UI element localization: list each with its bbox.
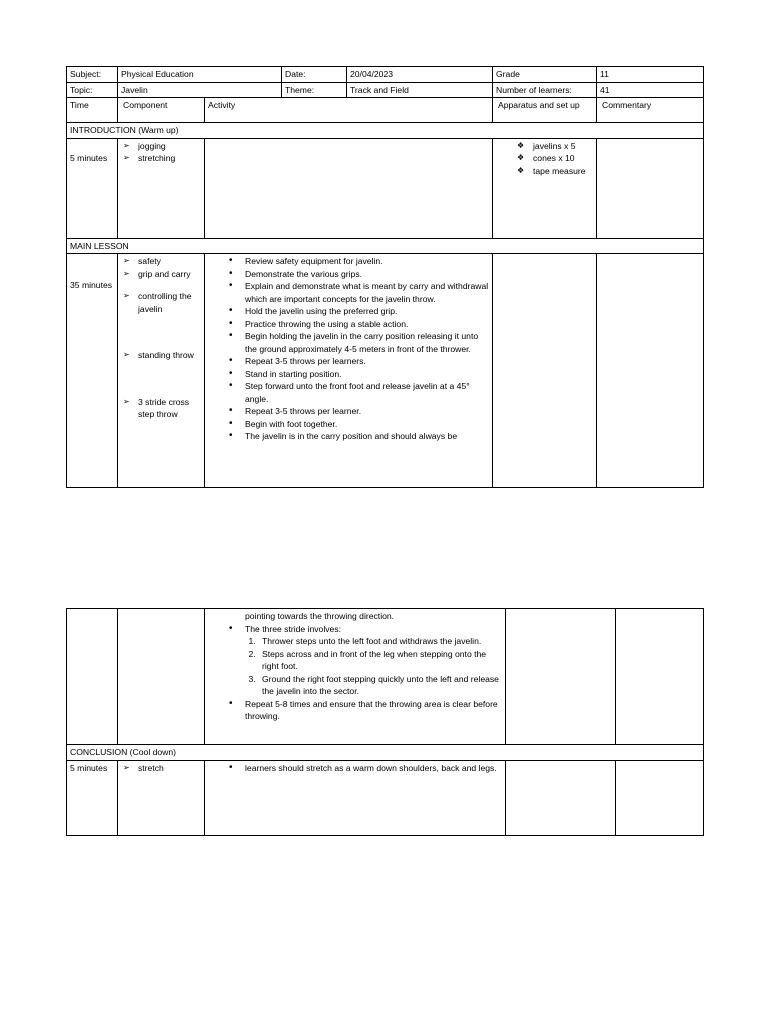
topic-value: Javelin: [118, 82, 282, 98]
activity-item: • The three stride involves:: [208, 623, 502, 636]
subject-value: Physical Education: [118, 67, 282, 83]
activity-item: • Repeat 3-5 throws per learner.: [208, 405, 489, 418]
component-item: ➢ jogging: [121, 140, 201, 153]
stride-step: 1. Thrower steps unto the left foot and withdraws the javelin.: [258, 635, 502, 648]
carry-over-text: pointing towards the throwing direction.: [245, 611, 395, 621]
grade-value: 11: [597, 67, 704, 83]
main-time: 35 minutes: [67, 254, 118, 488]
main-components: [118, 254, 205, 488]
activity-item: • Hold the javelin using the preferred grip.: [208, 305, 489, 318]
col-activity: Activity: [205, 98, 493, 123]
component-item: ➢ stretching: [121, 152, 201, 165]
main-row: [67, 254, 704, 488]
component-item: ➢ grip and carry: [121, 268, 201, 281]
main-activity: [205, 254, 493, 488]
main-commentary: [597, 254, 704, 488]
date-label: Date:: [282, 67, 347, 83]
cont-component: [118, 609, 205, 745]
lesson-plan-table: [66, 66, 704, 488]
stride-step: 3. Ground the right foot stepping quickly unto the left and release the javelin into the sector.: [258, 673, 502, 698]
intro-heading-row: [67, 123, 704, 139]
activity-item: • Demonstrate the various grips.: [208, 268, 489, 281]
component-item: ➢ standing throw: [121, 349, 201, 362]
apparatus-item: ❖ cones x 10: [496, 152, 593, 165]
grade-label: Grade: [493, 67, 597, 83]
cont-commentary: [616, 609, 704, 745]
activity-item: • Practice throwing the using a stable action.: [208, 318, 489, 331]
stride-step: 2. Steps across and in front of the leg when stepping onto the right foot.: [258, 648, 502, 673]
activity-item: • Repeat 5-8 times and ensure that the throwing area is clear before throwing.: [208, 698, 502, 723]
component-item: ➢ 3 stride cross step throw: [121, 396, 201, 421]
activity-item: • Explain and demonstrate what is meant by carry and withdrawal which are important concepts for the javelin throw.: [208, 280, 489, 305]
conclusion-row: [67, 760, 704, 835]
continuation-row: [67, 609, 704, 745]
learners-label: Number of learners:: [493, 82, 597, 98]
header-row-subject: [67, 67, 704, 83]
conclusion-component: [118, 760, 205, 835]
column-header-row: [67, 98, 704, 123]
component-item: ➢ controlling the javelin: [121, 290, 201, 315]
apparatus-item: ❖ javelins x 5: [496, 140, 593, 153]
theme-label: Theme:: [282, 82, 347, 98]
col-apparatus: Apparatus and set up: [493, 98, 597, 123]
stride-steps: [208, 635, 502, 698]
activity-item: • Repeat 3-5 throws per learners.: [208, 355, 489, 368]
cont-apparatus: [506, 609, 616, 745]
date-value: 20/04/2023: [347, 67, 493, 83]
activity-item: • Begin with foot together.: [208, 418, 489, 431]
lesson-plan-table-continued: [66, 608, 704, 836]
activity-item: • Begin holding the javelin in the carry position releasing it unto the ground approximately 4-5 meters in front of the thrower.: [208, 330, 489, 355]
col-commentary: Commentary: [597, 98, 704, 123]
main-heading-row: [67, 238, 704, 254]
conclusion-heading-row: [67, 745, 704, 761]
component-item: ➢ safety: [121, 255, 201, 268]
theme-value: Track and Field: [347, 82, 493, 98]
activity-item: • Review safety equipment for javelin.: [208, 255, 489, 268]
header-row-topic: [67, 82, 704, 98]
activity-item: • Step forward unto the front foot and release javelin at a 45° angle.: [208, 380, 489, 405]
col-time: Time: [67, 98, 118, 123]
cont-activity: [205, 609, 506, 745]
intro-row: [67, 138, 704, 238]
activity-item: • The javelin is in the carry position and should always be: [208, 430, 489, 443]
subject-label: Subject:: [67, 67, 118, 83]
conclusion-heading: CONCLUSION (Cool down): [67, 745, 704, 761]
activity-item: • Stand in starting position.: [208, 368, 489, 381]
main-apparatus: [493, 254, 597, 488]
col-component: Component: [118, 98, 205, 123]
apparatus-item: ❖ tape measure: [496, 165, 593, 178]
intro-apparatus: [493, 138, 597, 238]
intro-heading: INTRODUCTION (Warm up): [67, 123, 704, 139]
conclusion-activity: [205, 760, 506, 835]
intro-time: 5 minutes: [67, 138, 118, 238]
main-heading: MAIN LESSON: [67, 238, 704, 254]
intro-commentary: [597, 138, 704, 238]
topic-label: Topic:: [67, 82, 118, 98]
conclusion-time: 5 minutes: [67, 760, 118, 835]
cont-time: [67, 609, 118, 745]
intro-activity: [205, 138, 493, 238]
learners-value: 41: [597, 82, 704, 98]
activity-item: • learners should stretch as a warm down shoulders, back and legs.: [208, 762, 502, 775]
conclusion-apparatus: [506, 760, 616, 835]
component-item: ➢ stretch: [121, 762, 201, 775]
intro-components: [118, 138, 205, 238]
conclusion-commentary: [616, 760, 704, 835]
